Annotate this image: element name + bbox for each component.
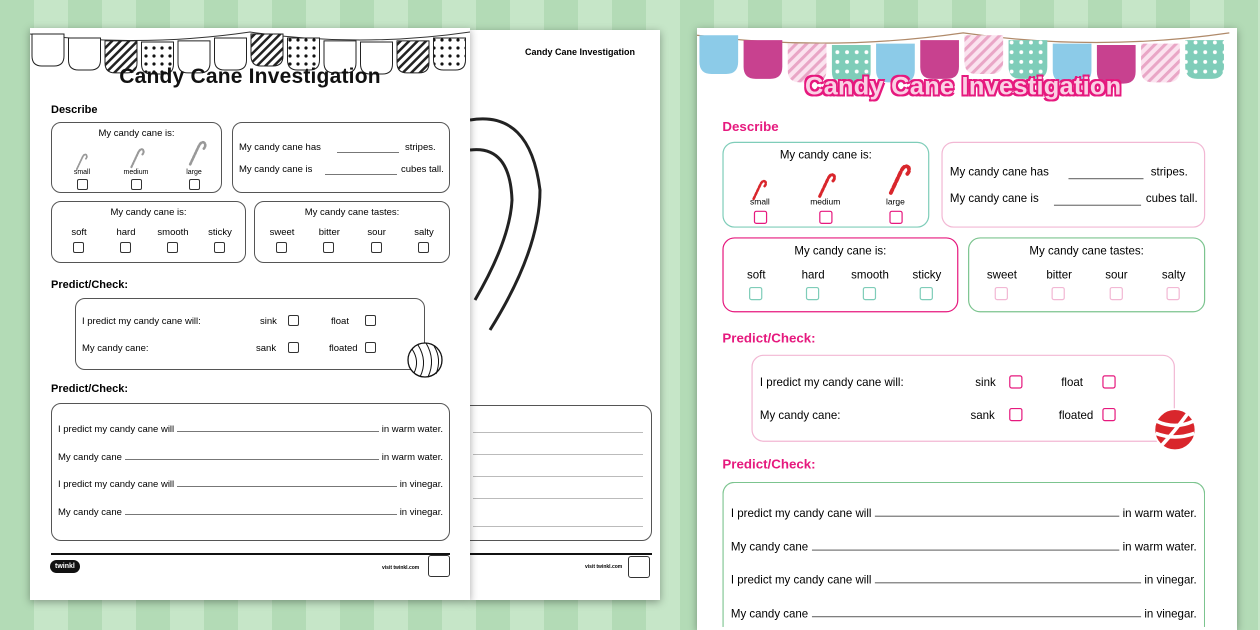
size-option-label: large: [886, 198, 905, 208]
sentence-blank: [125, 507, 397, 515]
checkbox-sour: [371, 242, 382, 253]
worksheet-title: Candy Cane Investigation: [804, 72, 1122, 101]
back-page-worksheet: [470, 30, 660, 600]
option-label-sour: sour: [367, 227, 386, 238]
texture-box-title: My candy cane is:: [110, 207, 187, 218]
sentence-row: [731, 574, 1197, 587]
size-option-label: small: [73, 169, 91, 176]
option-label-sweet: sweet: [269, 227, 295, 238]
option-float: float: [331, 316, 349, 327]
sentence-row: [58, 424, 443, 435]
stripes-sentence-end: stripes.: [1150, 165, 1188, 180]
my-candy-cane-label: My candy cane:: [82, 343, 149, 354]
taste-box: [254, 201, 450, 263]
sentence-blank: [875, 574, 1141, 584]
checkbox-sour: [1109, 287, 1122, 300]
sentence-end: in warm water.: [381, 451, 443, 463]
checkbox-sweet: [995, 287, 1008, 300]
sentence-start: I predict my candy cane will: [58, 424, 175, 435]
checkbox-sank: [1009, 408, 1022, 421]
sentence-start: I predict my candy cane will: [730, 573, 872, 588]
checkbox-sink: [288, 315, 299, 326]
back-page-lined-box: [470, 405, 652, 541]
sentence-end: in vinegar.: [1144, 573, 1197, 588]
measure-box: [941, 142, 1205, 228]
checkbox-floated: [1102, 408, 1115, 421]
size-box-title: My candy cane is:: [98, 128, 175, 139]
footer-divider: [470, 553, 652, 555]
predict-check-heading: Predict/Check:: [51, 279, 129, 291]
worksheet-black-and-white: [30, 28, 470, 600]
cubes-sentence-start: My candy cane is: [949, 192, 1039, 206]
sentence-blank: [812, 607, 1141, 617]
size-box: [51, 122, 222, 193]
candy-cane-icon-large: [186, 137, 207, 171]
back-page-title: Candy Cane Investigation: [525, 47, 636, 57]
size-option-label: medium: [810, 198, 841, 208]
size-option-label: small: [750, 198, 770, 208]
cubes-sentence-end: cubes tall.: [401, 164, 444, 175]
sentence-blank: [125, 452, 379, 460]
checkbox-soft: [73, 242, 84, 253]
texture-box: [51, 201, 246, 263]
sentences-box: [722, 482, 1205, 627]
stripes-sentence-start: My candy cane has: [239, 142, 321, 153]
option-floated: floated: [1058, 409, 1094, 423]
size-option-label: large: [186, 169, 202, 176]
option-floated: floated: [329, 343, 358, 354]
option-label-soft: soft: [747, 268, 766, 283]
checkbox-sweet: [276, 242, 287, 253]
size-checkbox-medium: [819, 211, 832, 224]
sentence-end: in vinegar.: [1144, 606, 1197, 621]
footer-divider: [51, 553, 450, 555]
sentence-end: in vinegar.: [399, 506, 443, 518]
option-float: float: [1061, 376, 1083, 390]
option-sank: sank: [970, 409, 995, 423]
sentence-blank: [812, 540, 1119, 550]
sentence-end: in vinegar.: [399, 479, 443, 490]
size-checkbox-medium: [131, 179, 142, 190]
checkbox-soft: [749, 287, 762, 300]
cubes-sentence-end: cubes tall.: [1145, 192, 1198, 206]
quality-badge-icon: [428, 555, 450, 577]
option-label-hard: hard: [801, 268, 825, 283]
texture-box: [722, 237, 958, 312]
twinkl-logo: twinkl: [50, 560, 80, 573]
sink-float-box: [751, 355, 1174, 442]
quality-badge-icon: [628, 556, 650, 578]
sink-float-box: [75, 298, 425, 370]
sentence-start: My candy cane: [730, 606, 809, 621]
sentence-row: [731, 540, 1197, 553]
option-label-sweet: sweet: [986, 268, 1017, 283]
describe-heading: Describe: [51, 104, 98, 116]
describe-heading: Describe: [722, 119, 779, 135]
texture-box-title: My candy cane is:: [794, 244, 887, 258]
sentence-blank: [177, 479, 397, 487]
checkbox-hard: [806, 287, 819, 300]
sentence-blank: [875, 507, 1119, 517]
cubes-sentence-start: My candy cane is: [239, 164, 313, 175]
size-checkbox-small: [754, 211, 767, 224]
footer-url: visit twinkl.com: [382, 565, 420, 571]
checkbox-sticky: [920, 287, 933, 300]
checkbox-sticky: [214, 242, 225, 253]
checkbox-salty: [418, 242, 429, 253]
stripes-sentence-start: My candy cane has: [949, 165, 1049, 180]
size-checkbox-large: [889, 211, 902, 224]
footer-url: visit twinkl.com: [585, 564, 623, 570]
sentence-end: in warm water.: [381, 424, 443, 435]
sentence-start: My candy cane: [58, 506, 122, 518]
option-label-bitter: bitter: [1046, 268, 1072, 283]
candy-cane-outline-illustration: [470, 100, 550, 340]
sentence-row: [58, 452, 443, 463]
measure-box: [232, 122, 450, 193]
checkbox-sink: [1009, 375, 1022, 388]
option-label-hard: hard: [116, 227, 136, 238]
checkbox-sank: [288, 342, 299, 353]
option-label-salty: salty: [414, 227, 434, 238]
sentence-start: My candy cane: [730, 540, 809, 554]
checkbox-float: [365, 315, 376, 326]
taste-box: [968, 237, 1205, 312]
sentence-start: I predict my candy cane will: [730, 507, 872, 521]
sentence-start: I predict my candy cane will: [58, 479, 175, 490]
size-checkbox-small: [77, 179, 88, 190]
sentences-box: [51, 403, 450, 541]
checkbox-smooth: [167, 242, 178, 253]
sentence-end: in warm water.: [1122, 507, 1197, 521]
sentence-row: [58, 507, 443, 518]
sentence-blank: [177, 424, 379, 432]
checkbox-bitter: [1052, 287, 1065, 300]
checkbox-float: [1102, 375, 1115, 388]
sentence-row: [58, 479, 443, 490]
size-box: [722, 142, 929, 228]
option-label-sticky: sticky: [208, 227, 232, 238]
worksheet-colour: [697, 28, 1237, 630]
option-label-smooth: smooth: [157, 227, 189, 238]
sentence-start: My candy cane: [58, 451, 122, 463]
predict-check-heading: Predict/Check:: [722, 331, 816, 347]
size-checkbox-large: [189, 179, 200, 190]
candy-ball-icon: [1152, 407, 1198, 459]
stripes-blank: [337, 152, 399, 153]
candy-cane-icon-large: [886, 160, 911, 202]
size-box-title: My candy cane is:: [779, 149, 872, 163]
stripes-blank: [1068, 178, 1143, 179]
taste-box-title: My candy cane tastes:: [304, 207, 400, 218]
checkbox-bitter: [323, 242, 334, 253]
option-sank: sank: [256, 343, 277, 354]
option-label-soft: soft: [71, 227, 87, 238]
worksheet-title: Candy Cane Investigation: [119, 65, 381, 88]
predict-sink-label: I predict my candy cane will:: [759, 376, 904, 390]
stripes-sentence-end: stripes.: [405, 142, 436, 153]
option-sink: sink: [260, 316, 277, 327]
option-sink: sink: [975, 376, 996, 390]
predict-check-heading-2: Predict/Check:: [51, 383, 129, 395]
sentence-row: [731, 607, 1197, 620]
cubes-blank: [1054, 205, 1141, 206]
sentence-row: [731, 507, 1197, 520]
taste-box-title: My candy cane tastes:: [1029, 244, 1144, 258]
option-label-bitter: bitter: [318, 227, 340, 238]
option-label-smooth: smooth: [851, 268, 889, 283]
checkbox-salty: [1166, 287, 1179, 300]
option-label-salty: salty: [1161, 268, 1186, 283]
option-label-sticky: sticky: [912, 268, 942, 283]
candy-ball-icon: [406, 341, 444, 384]
my-candy-cane-label: My candy cane:: [759, 409, 841, 423]
checkbox-hard: [120, 242, 131, 253]
option-label-sour: sour: [1105, 268, 1128, 283]
checkbox-floated: [365, 342, 376, 353]
checkbox-smooth: [863, 287, 876, 300]
cubes-blank: [325, 174, 397, 175]
predict-check-heading-2: Predict/Check:: [722, 457, 816, 473]
size-option-label: medium: [123, 169, 149, 176]
sentence-end: in warm water.: [1122, 540, 1197, 554]
predict-sink-label: I predict my candy cane will:: [82, 316, 201, 327]
